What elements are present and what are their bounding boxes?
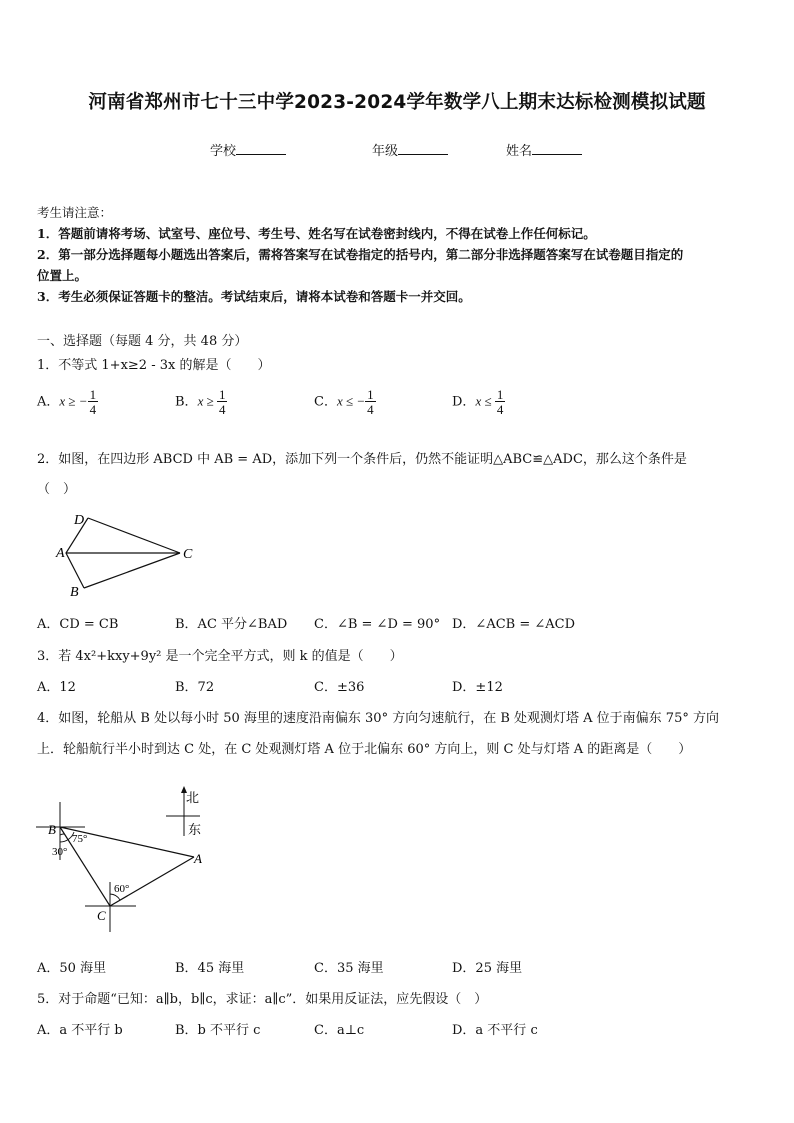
navigation-figure [30,782,220,944]
east-label: 东 [188,822,202,837]
q2-option-b[interactable]: B．AC 平分∠BAD [175,617,288,632]
north-label: 北 [186,790,200,805]
angle-label-60: 60° [114,883,130,895]
question-1-stem: 1．不等式 1+x≥2 - 3x 的解是（ ） [37,358,271,373]
notice-item-2-cont: 位置上。 [37,268,88,283]
q4-option-c[interactable]: C．35 海里 [314,961,384,976]
page-title: 河南省郑州市七十三中学2023-2024学年数学八上期末达标检测模拟试题 [88,92,706,113]
notice-item-2: 2．第一部分选择题每小题选出答案后，需将答案写在试卷指定的括号内，第二部分非选择题答案写在试卷题目指定的 [37,247,684,262]
school-label: 学校 [210,144,237,159]
q4-option-a[interactable]: A．50 海里 [37,961,107,976]
grade-field [372,140,448,159]
q5-option-a[interactable]: A．a 不平行 b [37,1023,123,1038]
question-4-stem-cont: 上．轮船航行半小时到达 C 处，在 C 处观测灯塔 A 位于北偏东 60° 方向上，则 C 处与灯塔 A 的距离是（ ） [37,742,692,757]
segment-ca [110,857,194,906]
name-label: 姓名 [506,144,533,159]
name-field [506,140,582,159]
question-4-stem: 4．如图，轮船从 B 处以每小时 50 海里的速度沿南偏东 30° 方向匀速航行，在 B 处观测灯塔 A 位于南偏东 75° 方向 [37,711,719,726]
label-d: D [74,513,85,528]
q2-option-a[interactable]: A．CD = CB [37,617,119,632]
q3-option-b[interactable]: B．72 [175,680,215,695]
angle-label-75: 75° [72,833,88,845]
edge-bc [84,553,180,588]
question-3-stem: 3．若 4x²+kxy+9y² 是一个完全平方式，则 k 的值是（ ） [37,649,403,664]
q4-option-d[interactable]: D．25 海里 [452,961,523,976]
question-2-stem: 2．如图，在四边形 ABCD 中 AB = AD，添加下列一个条件后，仍然不能证明△ABC≌△ADC，那么这个条件是 [37,452,687,467]
notice-item-3: 3．考生必须保证答题卡的整洁。考试结束后，请将本试卷和答题卡一并交回。 [37,289,471,304]
label-a: A [56,546,65,561]
q3-option-a[interactable]: A．12 [37,680,76,695]
q2-option-c[interactable]: C．∠B = ∠D = 90° [314,617,441,632]
question-5-stem: 5．对于命题“已知：a∥b，b∥c，求证：a∥c”．如果用反证法，应先假设（ ） [37,992,488,1007]
q2-option-d[interactable]: D．∠ACB = ∠ACD [452,617,576,632]
grade-blank [398,142,448,155]
notice-heading: 考生请注意： [37,205,113,220]
name-blank [532,142,582,155]
school-blank [236,142,286,155]
q5-option-b[interactable]: B．b 不平行 c [175,1023,261,1038]
q5-option-c[interactable]: C．a⊥c [314,1023,365,1038]
notice-item-1: 1．答题前请将考场、试室号、座位号、考生号、姓名写在试卷密封线内，不得在试卷上作任何标记。 [37,226,596,241]
label-c: C [97,908,106,923]
question-2-stem-cont: （ ） [37,482,77,497]
q4-option-b[interactable]: B．45 海里 [175,961,245,976]
label-c: C [183,547,193,562]
q1-option-c[interactable]: C．x ≤ − $\frac{1}{4}$ [314,387,374,417]
q5-option-d[interactable]: D．a 不平行 c [452,1023,538,1038]
school-field [210,140,286,159]
grade-label: 年级 [372,144,399,159]
q1-option-a[interactable]: A．x ≥ − $\frac{1}{4}$ [37,387,97,417]
angle-arc-30 [60,834,64,835]
label-a: A [194,851,202,866]
label-b: B [48,822,56,837]
section-heading: 一、选择题（每题 4 分，共 48 分） [37,334,248,349]
q3-option-d[interactable]: D．±12 [452,680,503,695]
quadrilateral-figure [52,506,212,600]
q1-option-b[interactable]: B．x ≥ $\frac{1}{4}$ [175,387,226,417]
edge-dc [88,518,180,553]
q3-option-c[interactable]: C．±36 [314,680,365,695]
label-b: B [70,585,79,600]
angle-label-30: 30° [52,846,68,858]
q1-option-d[interactable]: D．x ≤ $\frac{1}{4}$ [452,387,504,417]
